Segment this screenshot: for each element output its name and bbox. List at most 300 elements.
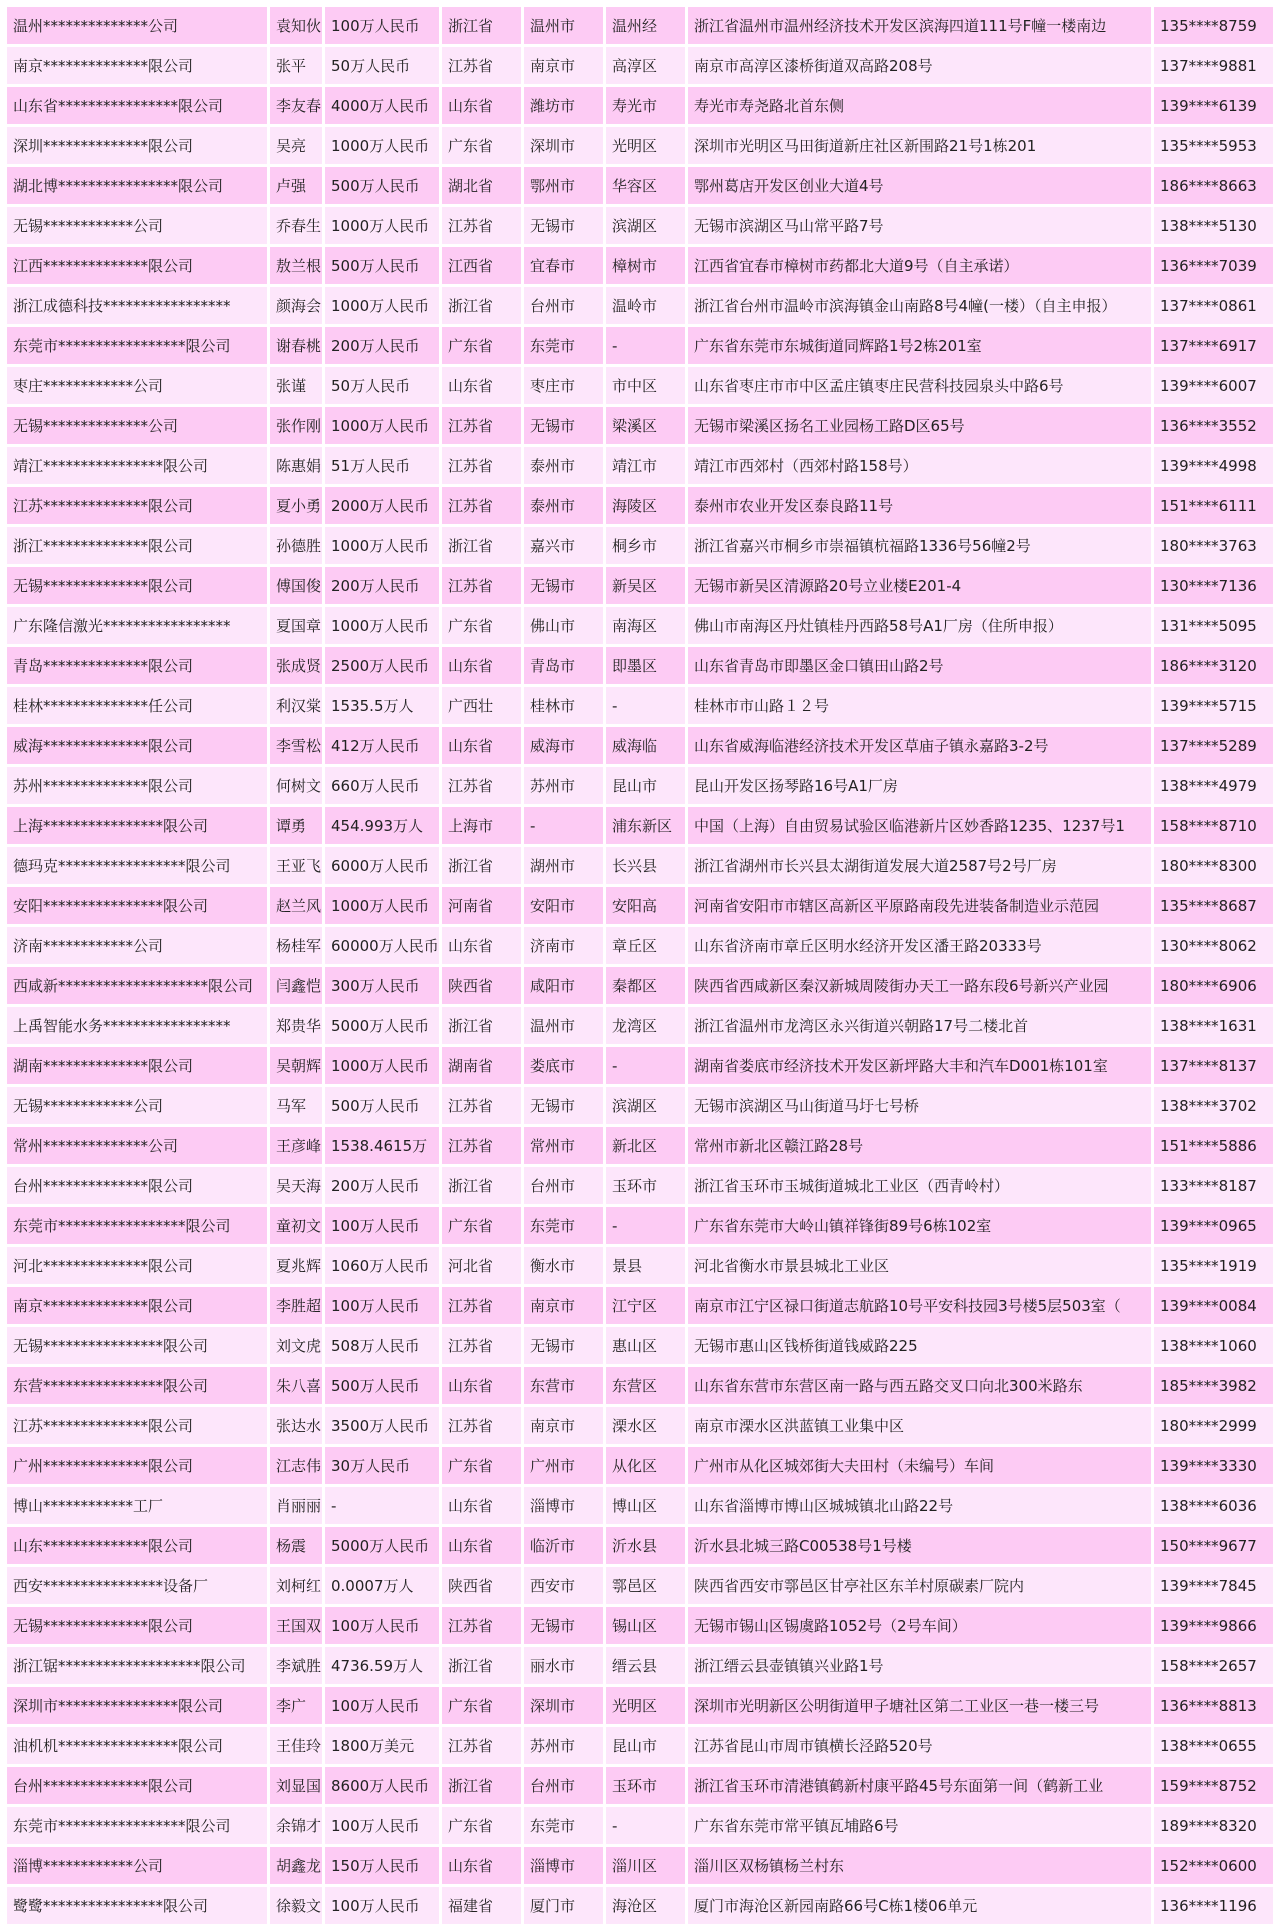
phone-cell: 151****5886 <box>1154 1127 1273 1164</box>
company-name-cell: 油机机****************限公司 <box>7 1727 267 1764</box>
contact-person-cell: 夏小勇 <box>270 487 322 524</box>
table-row <box>7 127 1273 164</box>
contact-person-cell: 夏兆辉 <box>270 1247 322 1284</box>
registered-capital-cell: 5000万人民币 <box>325 1007 439 1044</box>
district-cell: 沂水县 <box>606 1527 685 1564</box>
company-name-cell: 无锡**************限公司 <box>7 567 267 604</box>
contact-person-cell: 王佳玲 <box>270 1727 322 1764</box>
table-row <box>7 607 1273 644</box>
registered-capital-cell: 100万人民币 <box>325 1607 439 1644</box>
phone-cell: 135****5953 <box>1154 127 1273 164</box>
company-name-cell: 山东省****************限公司 <box>7 87 267 124</box>
district-cell: 温州经 <box>606 7 685 44</box>
table-row <box>7 1367 1273 1404</box>
phone-cell: 180****6906 <box>1154 967 1273 1004</box>
district-cell: 梁溪区 <box>606 407 685 444</box>
phone-cell: 180****8300 <box>1154 847 1273 884</box>
company-name-cell: 靖江****************限公司 <box>7 447 267 484</box>
province-cell: 山东省 <box>442 1527 521 1564</box>
province-cell: 江苏省 <box>442 1607 521 1644</box>
phone-cell: 180****3763 <box>1154 527 1273 564</box>
table-row <box>7 1127 1273 1164</box>
company-name-cell: 东莞市*****************限公司 <box>7 327 267 364</box>
city-cell: 淄博市 <box>524 1847 603 1884</box>
phone-cell: 137****6917 <box>1154 327 1273 364</box>
address-cell: 南京市高淳区漆桥街道双高路208号 <box>688 47 1151 84</box>
company-name-cell: 淄博************公司 <box>7 1847 267 1884</box>
table-row <box>7 1727 1273 1764</box>
company-name-cell: 广东隆信激光***************** <box>7 607 267 644</box>
address-cell: 无锡市滨湖区马山街道马圩七号桥 <box>688 1087 1151 1124</box>
city-cell: 无锡市 <box>524 407 603 444</box>
phone-cell: 186****8663 <box>1154 167 1273 204</box>
province-cell: 广西壮 <box>442 687 521 724</box>
city-cell: 丽水市 <box>524 1647 603 1684</box>
phone-cell: 139****6007 <box>1154 367 1273 404</box>
city-cell: 苏州市 <box>524 1727 603 1764</box>
contact-person-cell: 杨震 <box>270 1527 322 1564</box>
table-row <box>7 1807 1273 1844</box>
company-name-cell: 河北**************限公司 <box>7 1247 267 1284</box>
district-cell: 华容区 <box>606 167 685 204</box>
district-cell: 威海临 <box>606 727 685 764</box>
city-cell: 佛山市 <box>524 607 603 644</box>
phone-cell: 136****3552 <box>1154 407 1273 444</box>
company-name-cell: 无锡**************公司 <box>7 407 267 444</box>
address-cell: 江西省宜春市樟树市药都北大道9号（自主承诺） <box>688 247 1151 284</box>
registered-capital-cell: 500万人民币 <box>325 247 439 284</box>
province-cell: 浙江省 <box>442 1167 521 1204</box>
phone-cell: 139****6139 <box>1154 87 1273 124</box>
city-cell: 泰州市 <box>524 447 603 484</box>
company-name-cell: 西安****************设备厂 <box>7 1567 267 1604</box>
address-cell: 山东省威海临港经济技术开发区草庙子镇永嘉路3-2号 <box>688 727 1151 764</box>
company-name-cell: 浙江**************限公司 <box>7 527 267 564</box>
contact-person-cell: 胡鑫龙 <box>270 1847 322 1884</box>
phone-cell: 151****6111 <box>1154 487 1273 524</box>
table-row <box>7 727 1273 764</box>
contact-person-cell: 赵兰风 <box>270 887 322 924</box>
company-name-cell: 湖南**************限公司 <box>7 1047 267 1084</box>
registered-capital-cell: 454.993万人 <box>325 807 439 844</box>
province-cell: 江苏省 <box>442 1727 521 1764</box>
city-cell: 威海市 <box>524 727 603 764</box>
phone-cell: 158****2657 <box>1154 1647 1273 1684</box>
company-name-cell: 台州**************限公司 <box>7 1767 267 1804</box>
city-cell: 无锡市 <box>524 207 603 244</box>
address-cell: 河南省安阳市市辖区高新区平原路南段先进装备制造业示范园 <box>688 887 1151 924</box>
company-name-cell: 江苏**************限公司 <box>7 1407 267 1444</box>
table-row <box>7 1047 1273 1084</box>
table-row <box>7 1567 1273 1604</box>
city-cell: 台州市 <box>524 1167 603 1204</box>
address-cell: 无锡市惠山区钱桥街道钱威路225 <box>688 1327 1151 1364</box>
city-cell: 西安市 <box>524 1567 603 1604</box>
province-cell: 江苏省 <box>442 407 521 444</box>
city-cell: 南京市 <box>524 1287 603 1324</box>
table-row <box>7 1407 1273 1444</box>
registered-capital-cell: 1000万人民币 <box>325 127 439 164</box>
company-name-cell: 枣庄************公司 <box>7 367 267 404</box>
company-name-cell: 南京**************限公司 <box>7 1287 267 1324</box>
registered-capital-cell: 508万人民币 <box>325 1327 439 1364</box>
province-cell: 山东省 <box>442 727 521 764</box>
province-cell: 河北省 <box>442 1247 521 1284</box>
table-row <box>7 87 1273 124</box>
company-name-cell: 上禹智能水务***************** <box>7 1007 267 1044</box>
table-row <box>7 487 1273 524</box>
province-cell: 山东省 <box>442 1847 521 1884</box>
contact-person-cell: 刘显国 <box>270 1767 322 1804</box>
phone-cell: 189****8320 <box>1154 1807 1273 1844</box>
company-name-cell: 上海****************限公司 <box>7 807 267 844</box>
registered-capital-cell: 5000万人民币 <box>325 1527 439 1564</box>
city-cell: 温州市 <box>524 1007 603 1044</box>
province-cell: 广东省 <box>442 1687 521 1724</box>
contact-person-cell: 王亚飞 <box>270 847 322 884</box>
address-cell: 浙江省台州市温岭市滨海镇金山南路8号4幢(一楼）（自主申报） <box>688 287 1151 324</box>
phone-cell: 136****1196 <box>1154 1887 1273 1924</box>
city-cell: 苏州市 <box>524 767 603 804</box>
province-cell: 浙江省 <box>442 1767 521 1804</box>
district-cell: 海沧区 <box>606 1887 685 1924</box>
phone-cell: 139****5715 <box>1154 687 1273 724</box>
district-cell: 市中区 <box>606 367 685 404</box>
address-cell: 佛山市南海区丹灶镇桂丹西路58号A1厂房（住所申报） <box>688 607 1151 644</box>
company-name-cell: 深圳市****************限公司 <box>7 1687 267 1724</box>
table-row <box>7 1767 1273 1804</box>
table-row <box>7 847 1273 884</box>
district-cell: - <box>606 1207 685 1244</box>
district-cell: 博山区 <box>606 1487 685 1524</box>
registered-capital-cell: 660万人民币 <box>325 767 439 804</box>
phone-cell: 139****3330 <box>1154 1447 1273 1484</box>
phone-cell: 139****4998 <box>1154 447 1273 484</box>
registered-capital-cell: 1000万人民币 <box>325 1047 439 1084</box>
company-name-cell: 桂林**************任公司 <box>7 687 267 724</box>
city-cell: 咸阳市 <box>524 967 603 1004</box>
table-row <box>7 1247 1273 1284</box>
phone-cell: 158****8710 <box>1154 807 1273 844</box>
city-cell: 深圳市 <box>524 127 603 164</box>
city-cell: 枣庄市 <box>524 367 603 404</box>
table-row <box>7 167 1273 204</box>
address-cell: 泰州市农业开发区泰良路11号 <box>688 487 1151 524</box>
company-name-cell: 浙江锯*******************限公司 <box>7 1647 267 1684</box>
district-cell: 玉环市 <box>606 1167 685 1204</box>
province-cell: 广东省 <box>442 1207 521 1244</box>
phone-cell: 130****7136 <box>1154 567 1273 604</box>
district-cell: 鄠邑区 <box>606 1567 685 1604</box>
city-cell: 台州市 <box>524 287 603 324</box>
phone-cell: 185****3982 <box>1154 1367 1273 1404</box>
registered-capital-cell: 1000万人民币 <box>325 407 439 444</box>
contact-person-cell: 童初文 <box>270 1207 322 1244</box>
phone-cell: 133****8187 <box>1154 1167 1273 1204</box>
registered-capital-cell: 150万人民币 <box>325 1847 439 1884</box>
province-cell: 浙江省 <box>442 1007 521 1044</box>
city-cell: 宜春市 <box>524 247 603 284</box>
company-name-cell: 广州**************限公司 <box>7 1447 267 1484</box>
district-cell: 滨湖区 <box>606 1087 685 1124</box>
company-name-cell: 深圳**************限公司 <box>7 127 267 164</box>
district-cell: 新北区 <box>606 1127 685 1164</box>
registered-capital-cell: 1000万人民币 <box>325 607 439 644</box>
registered-capital-cell: 4000万人民币 <box>325 87 439 124</box>
phone-cell: 139****0965 <box>1154 1207 1273 1244</box>
city-cell: 厦门市 <box>524 1887 603 1924</box>
city-cell: 娄底市 <box>524 1047 603 1084</box>
registered-capital-cell: 100万人民币 <box>325 7 439 44</box>
registered-capital-cell: 4736.59万人 <box>325 1647 439 1684</box>
address-cell: 深圳市光明区马田街道新庄社区新围路21号1栋201 <box>688 127 1151 164</box>
city-cell: 湖州市 <box>524 847 603 884</box>
province-cell: 广东省 <box>442 1807 521 1844</box>
province-cell: 浙江省 <box>442 287 521 324</box>
district-cell: 东营区 <box>606 1367 685 1404</box>
city-cell: 无锡市 <box>524 567 603 604</box>
table-body <box>7 7 1273 1924</box>
city-cell: 无锡市 <box>524 1087 603 1124</box>
registered-capital-cell: 8600万人民币 <box>325 1767 439 1804</box>
contact-person-cell: 张谨 <box>270 367 322 404</box>
registered-capital-cell: 51万人民币 <box>325 447 439 484</box>
address-cell: 山东省青岛市即墨区金口镇田山路2号 <box>688 647 1151 684</box>
phone-cell: 135****8759 <box>1154 7 1273 44</box>
city-cell: 东莞市 <box>524 327 603 364</box>
phone-cell: 136****8813 <box>1154 1687 1273 1724</box>
registered-capital-cell: 500万人民币 <box>325 1367 439 1404</box>
province-cell: 江苏省 <box>442 1287 521 1324</box>
district-cell: 南海区 <box>606 607 685 644</box>
registered-capital-cell: 300万人民币 <box>325 967 439 1004</box>
table-row <box>7 7 1273 44</box>
registered-capital-cell: 50万人民币 <box>325 47 439 84</box>
registered-capital-cell: 6000万人民币 <box>325 847 439 884</box>
address-cell: 无锡市滨湖区马山常平路7号 <box>688 207 1151 244</box>
province-cell: 浙江省 <box>442 847 521 884</box>
province-cell: 湖南省 <box>442 1047 521 1084</box>
contact-person-cell: 郑贵华 <box>270 1007 322 1044</box>
province-cell: 江苏省 <box>442 447 521 484</box>
table-row <box>7 567 1273 604</box>
contact-person-cell: 李雪松 <box>270 727 322 764</box>
city-cell: 南京市 <box>524 47 603 84</box>
address-cell: 山东省枣庄市市中区孟庄镇枣庄民营科技园泉头中路6号 <box>688 367 1151 404</box>
district-cell: 浦东新区 <box>606 807 685 844</box>
district-cell: 缙云县 <box>606 1647 685 1684</box>
contact-person-cell: 夏国章 <box>270 607 322 644</box>
city-cell: 台州市 <box>524 1767 603 1804</box>
province-cell: 山东省 <box>442 1487 521 1524</box>
address-cell: 鄂州葛店开发区创业大道4号 <box>688 167 1151 204</box>
company-name-cell: 江苏**************限公司 <box>7 487 267 524</box>
district-cell: 景县 <box>606 1247 685 1284</box>
address-cell: 沂水县北城三路C00538号1号楼 <box>688 1527 1151 1564</box>
address-cell: 淄川区双杨镇杨兰村东 <box>688 1847 1151 1884</box>
phone-cell: 139****7845 <box>1154 1567 1273 1604</box>
table-row <box>7 327 1273 364</box>
province-cell: 广东省 <box>442 607 521 644</box>
province-cell: 江苏省 <box>442 47 521 84</box>
table-row <box>7 1007 1273 1044</box>
registered-capital-cell: 30万人民币 <box>325 1447 439 1484</box>
contact-person-cell: 傅国俊 <box>270 567 322 604</box>
phone-cell: 180****2999 <box>1154 1407 1273 1444</box>
contact-person-cell: 王国双 <box>270 1607 322 1644</box>
table-row <box>7 1487 1273 1524</box>
province-cell: 广东省 <box>442 1447 521 1484</box>
registered-capital-cell: 1538.4615万 <box>325 1127 439 1164</box>
table-row <box>7 807 1273 844</box>
phone-cell: 139****9866 <box>1154 1607 1273 1644</box>
registered-capital-cell: 100万人民币 <box>325 1807 439 1844</box>
registered-capital-cell: 500万人民币 <box>325 1087 439 1124</box>
contact-person-cell: 王彦峰 <box>270 1127 322 1164</box>
contact-person-cell: 孙德胜 <box>270 527 322 564</box>
registered-capital-cell: 1000万人民币 <box>325 287 439 324</box>
registered-capital-cell: 500万人民币 <box>325 167 439 204</box>
table-row <box>7 1647 1273 1684</box>
registered-capital-cell: 100万人民币 <box>325 1287 439 1324</box>
district-cell: 昆山市 <box>606 767 685 804</box>
district-cell: 秦都区 <box>606 967 685 1004</box>
phone-cell: 136****7039 <box>1154 247 1273 284</box>
table-row <box>7 1447 1273 1484</box>
district-cell: - <box>606 1807 685 1844</box>
province-cell: 山东省 <box>442 647 521 684</box>
phone-cell: 152****0600 <box>1154 1847 1273 1884</box>
table-row <box>7 967 1273 1004</box>
company-name-cell: 安阳****************限公司 <box>7 887 267 924</box>
contact-person-cell: 朱八喜 <box>270 1367 322 1404</box>
address-cell: 山东省淄博市博山区城城镇北山路22号 <box>688 1487 1151 1524</box>
contact-person-cell: 乔春生 <box>270 207 322 244</box>
city-cell: 温州市 <box>524 7 603 44</box>
company-name-cell: 无锡************公司 <box>7 1087 267 1124</box>
table-row <box>7 1207 1273 1244</box>
province-cell: 江苏省 <box>442 567 521 604</box>
contact-person-cell: 李斌胜 <box>270 1647 322 1684</box>
phone-cell: 159****8752 <box>1154 1767 1273 1804</box>
city-cell: 深圳市 <box>524 1687 603 1724</box>
phone-cell: 137****5289 <box>1154 727 1273 764</box>
district-cell: 溧水区 <box>606 1407 685 1444</box>
address-cell: 桂林市市山路１２号 <box>688 687 1151 724</box>
table-row <box>7 287 1273 324</box>
contact-person-cell: 张成贤 <box>270 647 322 684</box>
registered-capital-cell: 1000万人民币 <box>325 527 439 564</box>
district-cell: 滨湖区 <box>606 207 685 244</box>
registered-capital-cell: 100万人民币 <box>325 1207 439 1244</box>
province-cell: 江苏省 <box>442 1407 521 1444</box>
registered-capital-cell: 50万人民币 <box>325 367 439 404</box>
address-cell: 浙江省玉环市清港镇鹤新村康平路45号东面第一间（鹤新工业 <box>688 1767 1151 1804</box>
province-cell: 江苏省 <box>442 767 521 804</box>
company-name-cell: 青岛**************限公司 <box>7 647 267 684</box>
contact-person-cell: 李广 <box>270 1687 322 1724</box>
phone-cell: 138****1631 <box>1154 1007 1273 1044</box>
registered-capital-cell: 100万人民币 <box>325 1887 439 1924</box>
district-cell: 龙湾区 <box>606 1007 685 1044</box>
registered-capital-cell: 200万人民币 <box>325 327 439 364</box>
province-cell: 广东省 <box>442 127 521 164</box>
contact-person-cell: 闫鑫恺 <box>270 967 322 1004</box>
district-cell: 长兴县 <box>606 847 685 884</box>
city-cell: 鄂州市 <box>524 167 603 204</box>
city-cell: 常州市 <box>524 1127 603 1164</box>
address-cell: 寿光市寿尧路北首东侧 <box>688 87 1151 124</box>
district-cell: 靖江市 <box>606 447 685 484</box>
city-cell: 东莞市 <box>524 1807 603 1844</box>
phone-cell: 131****5095 <box>1154 607 1273 644</box>
company-name-cell: 无锡**************限公司 <box>7 1607 267 1644</box>
company-table <box>4 4 1276 1927</box>
district-cell: 章丘区 <box>606 927 685 964</box>
table-row <box>7 1087 1273 1124</box>
address-cell: 浙江缙云县壶镇镇兴业路1号 <box>688 1647 1151 1684</box>
table-row <box>7 1167 1273 1204</box>
contact-person-cell: 利汉棠 <box>270 687 322 724</box>
contact-person-cell: 江志伟 <box>270 1447 322 1484</box>
table-row <box>7 1847 1273 1884</box>
address-cell: 浙江省玉环市玉城街道城北工业区（西青岭村） <box>688 1167 1151 1204</box>
district-cell: 寿光市 <box>606 87 685 124</box>
address-cell: 湖南省娄底市经济技术开发区新坪路大丰和汽车D001栋101室 <box>688 1047 1151 1084</box>
province-cell: 上海市 <box>442 807 521 844</box>
company-name-cell: 苏州**************限公司 <box>7 767 267 804</box>
city-cell: 桂林市 <box>524 687 603 724</box>
district-cell: 光明区 <box>606 1687 685 1724</box>
table-row <box>7 1687 1273 1724</box>
city-cell: 潍坊市 <box>524 87 603 124</box>
company-name-cell: 东莞市*****************限公司 <box>7 1807 267 1844</box>
table-row <box>7 1527 1273 1564</box>
address-cell: 浙江省嘉兴市桐乡市崇福镇杭福路1336号56幢2号 <box>688 527 1151 564</box>
province-cell: 江西省 <box>442 247 521 284</box>
district-cell: - <box>606 327 685 364</box>
contact-person-cell: 余锦才 <box>270 1807 322 1844</box>
province-cell: 江苏省 <box>442 1087 521 1124</box>
address-cell: 浙江省湖州市长兴县太湖街道发展大道2587号2号厂房 <box>688 847 1151 884</box>
city-cell: 衡水市 <box>524 1247 603 1284</box>
address-cell: 陕西省西安市鄠邑区甘亭社区东羊村原碳素厂院内 <box>688 1567 1151 1604</box>
table-row <box>7 247 1273 284</box>
city-cell: 东营市 <box>524 1367 603 1404</box>
province-cell: 湖北省 <box>442 167 521 204</box>
address-cell: 陕西省西咸新区秦汉新城周陵街办天工一路东段6号新兴产业园 <box>688 967 1151 1004</box>
district-cell: 樟树市 <box>606 247 685 284</box>
registered-capital-cell: 1000万人民币 <box>325 207 439 244</box>
address-cell: 河北省衡水市景县城北工业区 <box>688 1247 1151 1284</box>
company-name-cell: 南京**************限公司 <box>7 47 267 84</box>
contact-person-cell: 卢强 <box>270 167 322 204</box>
district-cell: 光明区 <box>606 127 685 164</box>
table-row <box>7 887 1273 924</box>
registered-capital-cell: 412万人民币 <box>325 727 439 764</box>
district-cell: 新吴区 <box>606 567 685 604</box>
contact-person-cell: 张平 <box>270 47 322 84</box>
phone-cell: 138****0655 <box>1154 1727 1273 1764</box>
province-cell: 江苏省 <box>442 1127 521 1164</box>
table-row <box>7 767 1273 804</box>
address-cell: 深圳市光明新区公明街道甲子塘社区第二工业区一巷一楼三号 <box>688 1687 1151 1724</box>
company-name-cell: 西咸新********************限公司 <box>7 967 267 1004</box>
address-cell: 南京市江宁区禄口街道志航路10号平安科技园3号楼5层503室（ <box>688 1287 1151 1324</box>
contact-person-cell: 谭勇 <box>270 807 322 844</box>
company-name-cell: 浙江成德科技***************** <box>7 287 267 324</box>
company-name-cell: 江西**************限公司 <box>7 247 267 284</box>
